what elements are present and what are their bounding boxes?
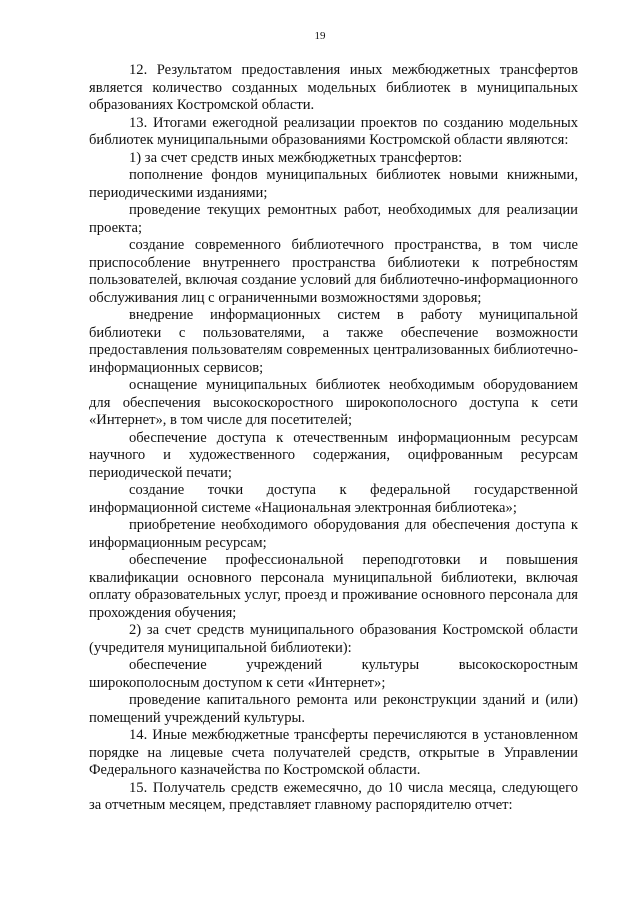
- list-item: проведение текущих ремонтных работ, необходимых для реализации проекта;: [89, 202, 578, 236]
- list-item: внедрение информационных систем в работу муниципальной библиотеки с пользователями, а также обеспечение возможности предоставления пользователям современных централизованных библиотечно-информационных сервисов;: [89, 307, 578, 376]
- list-item: создание современного библиотечного пространства, в том числе приспособление внутреннего пространства библиотеки к потребностям пользователей, включая создание условий для библиотечно-информационного обслуживания лиц с ограниченными возможностями здоровья;: [89, 237, 578, 306]
- list-item: обеспечение доступа к отечественным информационным ресурсам научного и художественного содержания, оцифрованным ресурсам периодической печати;: [89, 429, 578, 481]
- paragraph-14: 14. Иные межбюджетные трансферты перечисляются в установленном порядке на лицевые счета получателей средств, открытые в Управлении Федерального казначейства по Костромской области.: [89, 727, 578, 778]
- list-heading-municipal: 2) за счет средств муниципального образования Костромской области (учредителя муниципальной библиотеки):: [89, 622, 578, 656]
- list-item: пополнение фондов муниципальных библиотек новыми книжными, периодическими изданиями;: [89, 167, 578, 201]
- list-item: проведение капитального ремонта или реконструкции зданий и (или) помещений учреждений культуры.: [89, 692, 578, 726]
- paragraph-15: 15. Получатель средств ежемесячно, до 10 числа месяца, следующего за отчетным месяцем, представляет главному распорядителю отчет:: [89, 779, 578, 813]
- list-item: обеспечение учреждений культуры высокоскоростным широкополосным доступом к сети «Интернет»;: [89, 657, 578, 691]
- list-item: оснащение муниципальных библиотек необходимым оборудованием для обеспечения высокоскоростного широкополосного доступа к сети «Интернет», в том числе для посетителей;: [89, 377, 578, 428]
- page-number: 19: [314, 30, 326, 42]
- paragraph-12: 12. Результатом предоставления иных межбюджетных трансфертов является количество созданных модельных библиотек в муниципальных образованиях Костромской области.: [89, 62, 578, 113]
- list-heading-interbudget: 1) за счет средств иных межбюджетных трансфертов:: [129, 149, 463, 166]
- list-item: создание точки доступа к федеральной государственной информационной системе «Национальная электронная библиотека»;: [89, 482, 578, 516]
- paragraph-13: 13. Итогами ежегодной реализации проектов по созданию модельных библиотек муниципальными образованиями Костромской области являются:: [89, 114, 578, 148]
- list-item: приобретение необходимого оборудования для обеспечения доступа к информационным ресурсам;: [89, 517, 578, 551]
- document-body: [89, 62, 578, 815]
- list-item: обеспечение профессиональной переподготовки и повышения квалификации основного персонала муниципальной библиотеки, включая оплату образовательных услуг, проезд и проживание основного персонала для прохождения обучения;: [89, 552, 578, 621]
